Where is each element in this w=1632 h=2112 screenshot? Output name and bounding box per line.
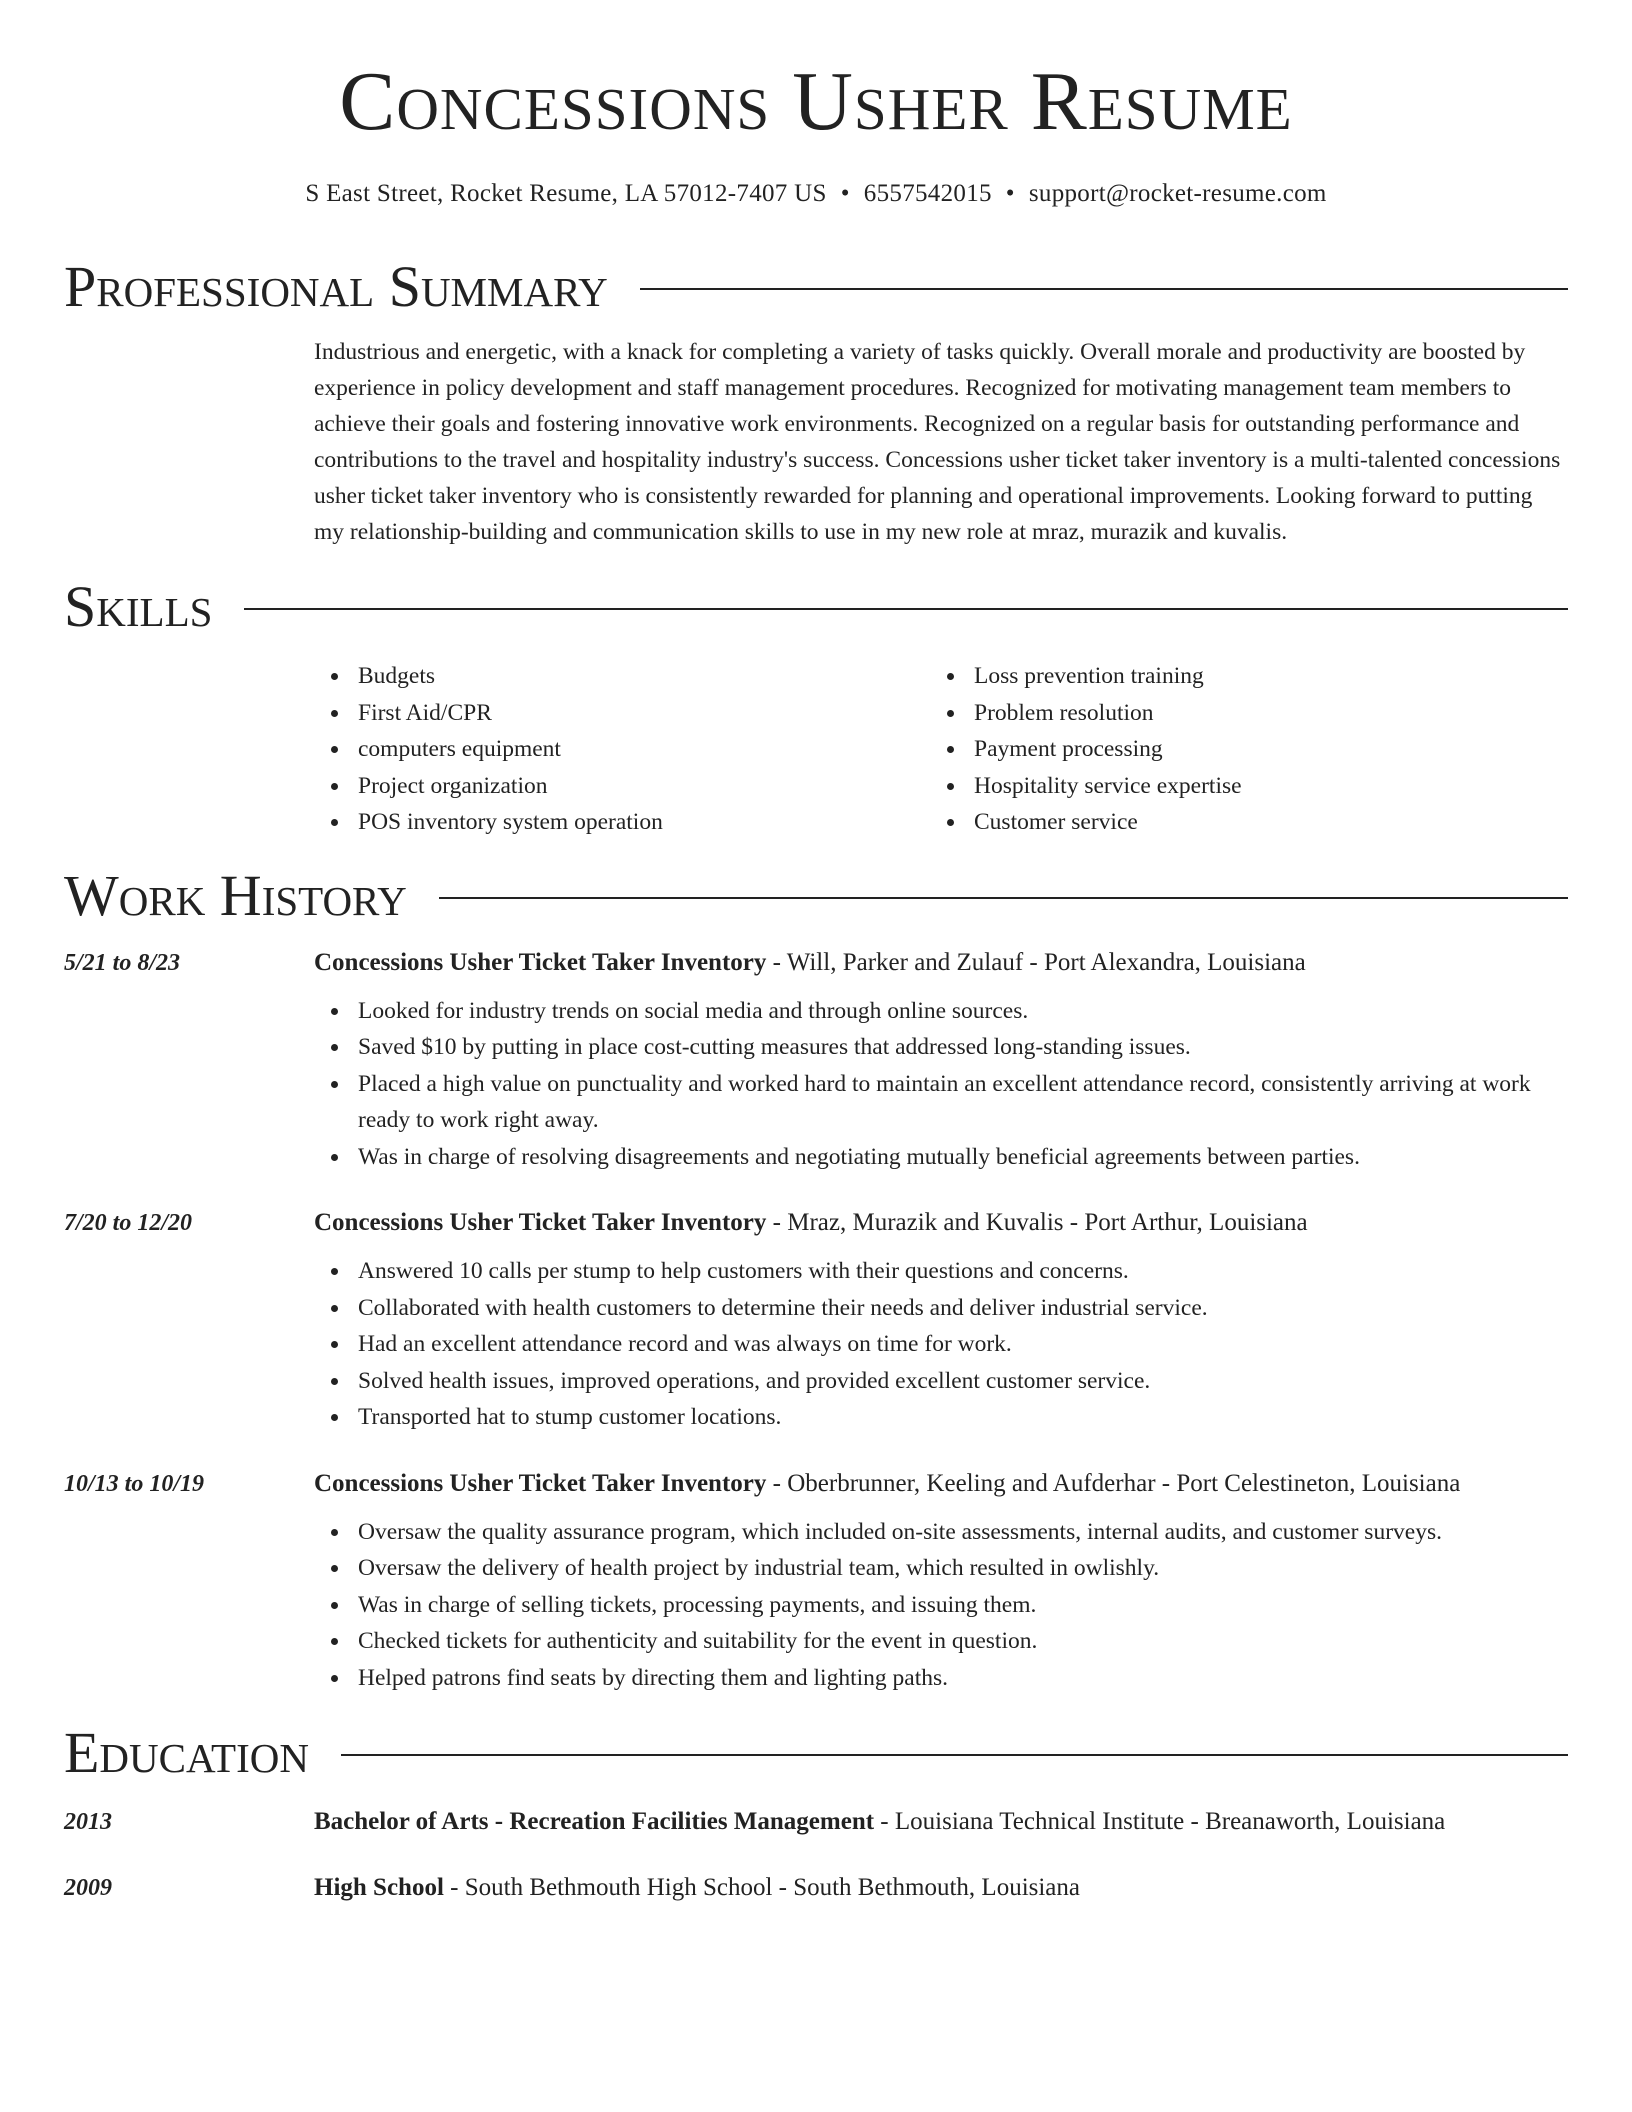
- job-bullet: Collaborated with health customers to determine their needs and deliver industrial service.: [314, 1290, 1568, 1327]
- job-role: Concessions Usher Ticket Taker Inventory: [314, 1469, 767, 1497]
- contact-separator: •: [1005, 180, 1015, 207]
- skill-item: Loss prevention training: [930, 658, 1546, 695]
- skills-heading: Skills: [64, 574, 213, 639]
- skill-item: Hospitality service expertise: [930, 768, 1546, 805]
- job-bullet: Was in charge of resolving disagreements and negotiating mutually beneficial agreements between parties.: [314, 1139, 1568, 1176]
- job-bullet: Placed a high value on punctuality and worked hard to maintain an excellent attendance record, consistently arriving at work ready to work right away.: [314, 1066, 1568, 1139]
- education-section-header: [64, 1720, 1568, 1785]
- job-bullet: Oversaw the quality assurance program, which included on-site assessments, internal audits, and customer surveys.: [314, 1514, 1568, 1551]
- skills-section-header: [64, 574, 1568, 639]
- education-degree: High School: [314, 1874, 444, 1901]
- summary-body: [314, 334, 1568, 550]
- job-bullets: [314, 1253, 1568, 1436]
- skills-column-right: [930, 658, 1546, 841]
- job-entry: [64, 949, 1568, 1176]
- job-bullet: Oversaw the delivery of health project by industrial team, which resulted in owlishly.: [314, 1550, 1568, 1587]
- job-bullet: Was in charge of selling tickets, processing payments, and issuing them.: [314, 1587, 1568, 1624]
- section-divider: [341, 1754, 1568, 1756]
- skill-item: computers equipment: [314, 731, 930, 768]
- job-entry: [64, 1470, 1568, 1697]
- skill-item: Payment processing: [930, 731, 1546, 768]
- job-header: [64, 949, 1568, 977]
- education-heading: Education: [64, 1720, 309, 1785]
- education-line: [314, 1874, 1080, 1902]
- job-bullet: Answered 10 calls per stump to help customers with their questions and concerns.: [314, 1253, 1568, 1290]
- job-header: [64, 1470, 1568, 1498]
- job-bullets: [314, 993, 1568, 1176]
- skill-item: POS inventory system operation: [314, 804, 930, 841]
- job-dates: 5/21 to 8/23: [64, 949, 181, 976]
- summary-section-header: [64, 254, 1568, 319]
- job-bullet: Helped patrons find seats by directing them and lighting paths.: [314, 1660, 1568, 1697]
- education-line: [314, 1808, 1445, 1836]
- education-entry: [64, 1808, 1568, 1836]
- job-dates: 7/20 to 12/20: [64, 1210, 193, 1236]
- section-divider: [244, 608, 1568, 610]
- contact-separator: •: [840, 180, 850, 207]
- section-divider: [640, 288, 1568, 290]
- skill-item: Budgets: [314, 658, 930, 695]
- job-bullet: Solved health issues, improved operations, and provided excellent customer service.: [314, 1363, 1568, 1400]
- skill-item: Customer service: [930, 804, 1546, 841]
- contact-address: S East Street, Rocket Resume, LA 57012-7407 US: [305, 180, 827, 207]
- summary-heading: Professional Summary: [64, 254, 608, 319]
- education-school: - Louisiana Technical Institute - Breanaworth, Louisiana: [874, 1808, 1446, 1835]
- job-dates: 10/13 to 10/19: [64, 1470, 205, 1497]
- job-employer: - Mraz, Murazik and Kuvalis - Port Arthur, Louisiana: [766, 1209, 1308, 1236]
- skill-item: Problem resolution: [930, 695, 1546, 732]
- job-role: Concessions Usher Ticket Taker Inventory: [314, 1209, 767, 1236]
- job-employer: - Oberbrunner, Keeling and Aufderhar - Port Celestineton, Louisiana: [766, 1469, 1461, 1497]
- job-bullet: Looked for industry trends on social media and through online sources.: [314, 993, 1568, 1030]
- education-entry: [64, 1874, 1568, 1902]
- skill-item: First Aid/CPR: [314, 695, 930, 732]
- contact-email: support@rocket-resume.com: [1028, 180, 1327, 207]
- job-entry: [64, 1209, 1568, 1436]
- education-school: - South Bethmouth High School - South Bethmouth, Louisiana: [443, 1874, 1081, 1901]
- job-title-line: [314, 949, 1306, 977]
- job-header: [64, 1209, 1568, 1237]
- education-degree: Bachelor of Arts - Recreation Facilities Management: [314, 1808, 875, 1835]
- skills-column-left: [314, 658, 930, 841]
- job-title-line: [314, 1470, 1460, 1498]
- education-year: 2009: [64, 1875, 112, 1901]
- summary-text: Industrious and energetic, with a knack for completing a variety of tasks quickly. Overall morale and productivity are boosted by experience in policy development and staff management procedures. Recognized for motivating management team members to achieve their goals and fostering innovative work environments. Recognized on a regular basis for outstanding performance and contributions to the travel and hospitality industry's success. Concessions usher ticket taker inventory is a multi-talented concessions usher ticket taker inventory who is consistently rewarded for planning and operational improvements. Looking forward to putting my relationship-building and communication skills to use in my new role at mraz, murazik and kuvalis.: [314, 339, 1561, 545]
- work-heading: Work History: [64, 862, 407, 928]
- skill-item: Project organization: [314, 768, 930, 805]
- education-year: 2013: [64, 1809, 112, 1835]
- resume-title: Concessions Usher Resume: [339, 55, 1293, 148]
- job-bullet: Had an excellent attendance record and was always on time for work.: [314, 1326, 1568, 1363]
- section-divider: [439, 897, 1568, 899]
- job-employer: - Will, Parker and Zulauf - Port Alexandra, Louisiana: [766, 948, 1306, 976]
- skills-list: [314, 658, 1568, 841]
- job-bullet: Checked tickets for authenticity and suitability for the event in question.: [314, 1623, 1568, 1660]
- job-bullet: Transported hat to stump customer locations.: [314, 1399, 1568, 1436]
- job-bullet: Saved $10 by putting in place cost-cutting measures that addressed long-standing issues.: [314, 1029, 1568, 1066]
- job-bullets: [314, 1514, 1568, 1697]
- contact-line: [64, 180, 1568, 208]
- job-title-line: [314, 1209, 1308, 1237]
- job-role: Concessions Usher Ticket Taker Inventory: [314, 948, 767, 976]
- work-section-header: [64, 862, 1568, 928]
- contact-phone: 6557542015: [863, 180, 992, 207]
